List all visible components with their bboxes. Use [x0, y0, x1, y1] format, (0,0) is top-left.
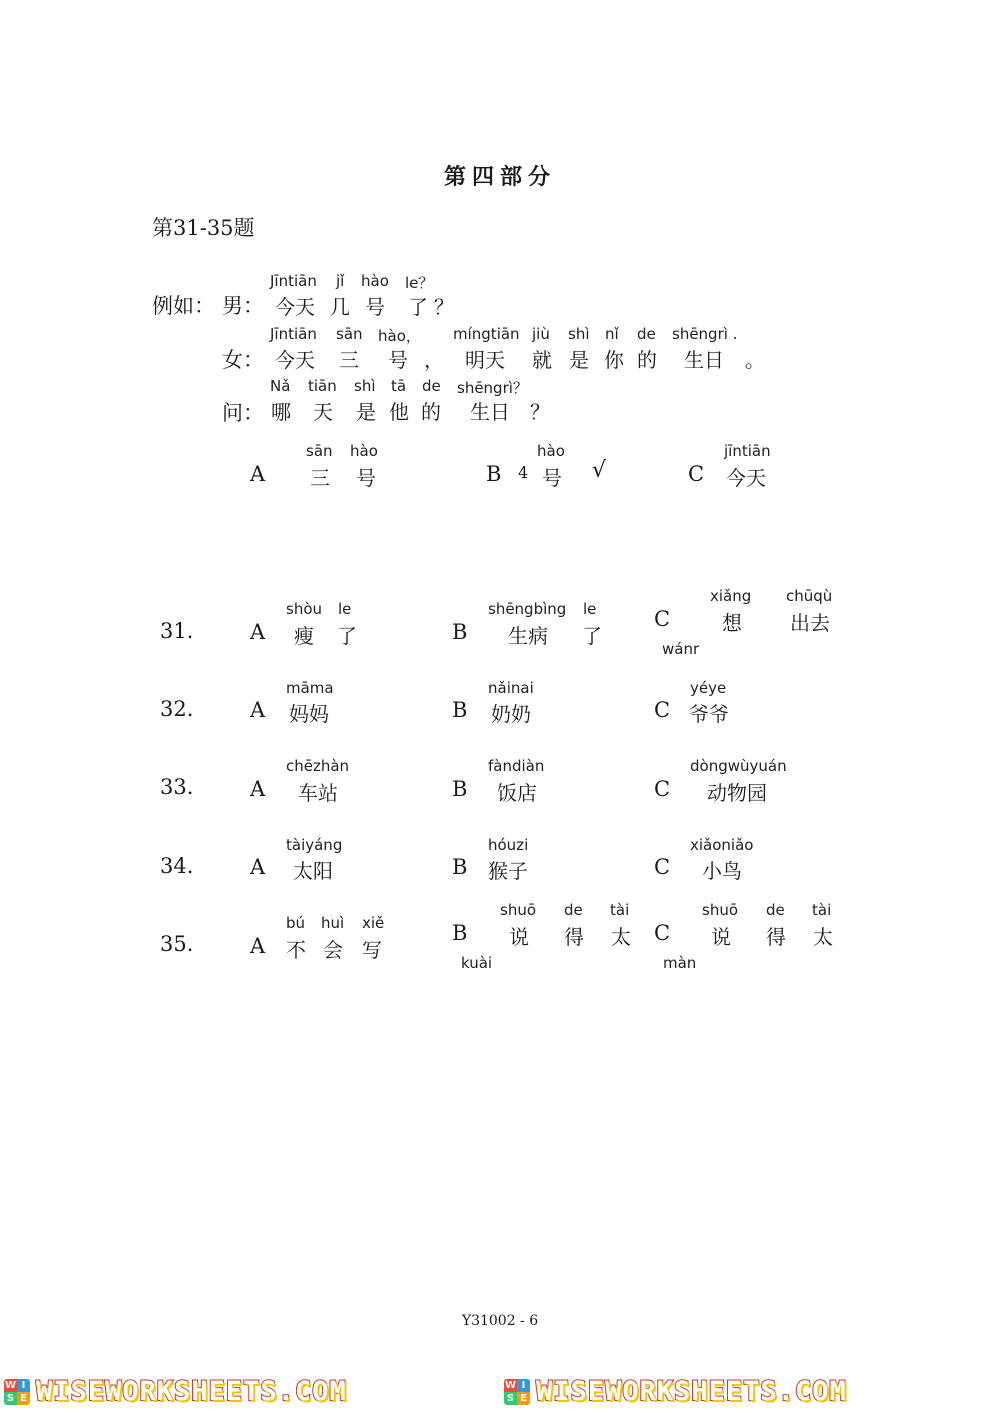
pinyin: tài — [610, 901, 630, 919]
pinyin: xiǎng — [710, 587, 752, 605]
hanzi: 瘦 — [294, 624, 314, 648]
pinyin: màn — [663, 954, 697, 972]
pinyin: hào — [361, 272, 389, 290]
hanzi: ？ — [434, 295, 454, 319]
hanzi: 几 — [330, 295, 350, 319]
logo-letter: W — [4, 1379, 17, 1391]
pinyin: yéye — [690, 679, 727, 697]
hanzi: 会 — [323, 938, 343, 962]
hanzi: 号 — [365, 295, 385, 319]
part-title: 第四部分 — [443, 164, 556, 190]
hanzi: 的 — [637, 348, 657, 372]
hanzi: 号 — [388, 348, 408, 372]
hanzi: 爷爷 — [689, 702, 729, 726]
pinyin: hóuzi — [488, 836, 529, 854]
logo-letter: E — [517, 1392, 530, 1405]
pinyin: sān — [306, 442, 333, 460]
hanzi: 了 — [582, 624, 602, 648]
pinyin: tàiyáng — [286, 836, 343, 854]
pinyin: jǐ — [336, 272, 345, 290]
option-label-c: C — [654, 921, 671, 945]
question-number: 34. — [160, 854, 194, 878]
pinyin: tā — [391, 377, 407, 395]
pinyin: le — [338, 600, 352, 618]
pinyin: Nǎ — [270, 377, 291, 395]
pinyin: sān — [336, 325, 363, 343]
pinyin: xiě — [362, 914, 385, 932]
hanzi: 妈妈 — [289, 702, 329, 726]
hanzi: 4 — [518, 463, 529, 482]
logo-letter: S — [4, 1392, 17, 1405]
hanzi: 动物园 — [707, 781, 767, 805]
pinyin: míngtiān — [453, 325, 520, 343]
hanzi: ？ — [530, 400, 550, 424]
option-label-b: B — [452, 620, 468, 644]
pinyin: shì — [568, 325, 590, 343]
option-label-a: A — [250, 462, 266, 486]
hanzi: 说 — [711, 925, 731, 949]
pinyin: jiù — [532, 325, 550, 343]
logo-letter: E — [17, 1392, 30, 1405]
hanzi: 太 — [813, 925, 833, 949]
pinyin: tiān — [308, 377, 337, 395]
pinyin: huì — [321, 914, 345, 932]
pinyin: tài — [812, 901, 832, 919]
hanzi: 今天 — [726, 466, 766, 490]
hanzi: 小鸟 — [702, 859, 742, 883]
pinyin: shēngbìng — [488, 600, 567, 618]
hanzi: 号 — [542, 466, 562, 490]
question-range: 第31-35题 — [152, 216, 255, 240]
hanzi: 得 — [564, 925, 584, 949]
hanzi: 太 — [611, 925, 631, 949]
hanzi: 不 — [286, 938, 306, 962]
watermark-banner — [0, 1370, 1000, 1413]
pinyin: shì — [354, 377, 376, 395]
hanzi: 三 — [310, 466, 330, 490]
pinyin: māma — [286, 679, 334, 697]
pinyin: chēzhàn — [286, 757, 350, 775]
watermark-segment — [0, 1376, 500, 1407]
question-number: 31. — [160, 619, 194, 643]
hanzi: 了 — [337, 624, 357, 648]
pinyin: Jīntiān — [270, 325, 317, 343]
pinyin: dòngwùyuán — [690, 757, 787, 775]
watermark-logo-icon — [4, 1379, 30, 1405]
pinyin: Jīntiān — [270, 272, 317, 290]
hanzi: 三 — [339, 348, 359, 372]
speaker-question: 问： — [222, 401, 264, 425]
check-mark-icon: √ — [592, 458, 607, 483]
option-label-a: A — [250, 855, 266, 879]
pinyin: de — [766, 901, 785, 919]
hanzi: 了 — [408, 295, 428, 319]
option-label-b: B — [452, 698, 468, 722]
hanzi: 写 — [362, 938, 382, 962]
pinyin: shuō — [500, 901, 537, 919]
option-label-c: C — [688, 462, 705, 486]
pinyin: shuō — [702, 901, 739, 919]
question-number: 35. — [160, 932, 194, 956]
pinyin: hào， — [378, 327, 421, 345]
pinyin: de — [637, 325, 656, 343]
option-label-b: B — [452, 777, 468, 801]
pinyin: fàndiàn — [488, 757, 545, 775]
pinyin: wánr — [662, 640, 700, 658]
hanzi: ， — [424, 348, 444, 372]
hanzi: 猴子 — [488, 859, 528, 883]
hanzi: 是 — [356, 400, 376, 424]
hanzi: 他 — [389, 400, 409, 424]
option-label-c: C — [654, 777, 671, 801]
pinyin: le？ — [405, 274, 434, 292]
page-footer-code: Y31002 - 6 — [461, 1313, 539, 1329]
hanzi: 想 — [722, 611, 742, 635]
watermark-logo-icon — [504, 1379, 530, 1405]
pinyin: de — [422, 377, 441, 395]
hanzi: 奶奶 — [491, 702, 531, 726]
logo-letter: W — [504, 1379, 517, 1391]
hanzi: 生日 — [684, 348, 724, 372]
hanzi: 生病 — [508, 624, 548, 648]
hanzi: 饭店 — [497, 781, 537, 805]
hanzi: 说 — [509, 925, 529, 949]
watermark-segment — [500, 1376, 1000, 1407]
pinyin: xiǎoniǎo — [690, 836, 754, 854]
hanzi: 车站 — [298, 781, 338, 805]
pinyin: jīntiān — [724, 442, 771, 460]
example-label: 例如： — [152, 294, 215, 318]
pinyin: shòu — [286, 600, 323, 618]
pinyin: hào — [537, 442, 565, 460]
speaker-woman: 女： — [222, 348, 264, 372]
hanzi: 号 — [356, 466, 376, 490]
logo-letter: I — [517, 1379, 530, 1392]
option-label-b: B — [452, 855, 468, 879]
pinyin: hào — [350, 442, 378, 460]
pinyin: le — [583, 600, 597, 618]
pinyin: nǐ — [605, 325, 619, 343]
option-label-c: C — [654, 607, 671, 631]
question-number: 32. — [160, 697, 194, 721]
option-label-b: B — [486, 462, 502, 486]
hanzi: 。 — [745, 348, 765, 372]
hanzi: 明天 — [465, 348, 505, 372]
watermark-text: WISEWORKSHEETS.COM — [36, 1376, 347, 1407]
question-number: 33. — [160, 775, 194, 799]
option-label-a: A — [250, 934, 266, 958]
hanzi: 就 — [532, 348, 552, 372]
pinyin: bú — [286, 914, 306, 932]
hanzi: 今天 — [275, 348, 315, 372]
hanzi: 生日 — [470, 400, 510, 424]
option-label-a: A — [250, 698, 266, 722]
hanzi: 的 — [421, 400, 441, 424]
pinyin: shēngrì . — [672, 325, 738, 343]
option-label-c: C — [654, 855, 671, 879]
hanzi: 天 — [313, 400, 333, 424]
hanzi: 你 — [604, 348, 624, 372]
logo-letter: S — [504, 1392, 517, 1405]
pinyin: kuài — [461, 954, 493, 972]
hanzi: 是 — [569, 348, 589, 372]
hanzi: 出去 — [790, 611, 830, 635]
pinyin: nǎinai — [488, 679, 534, 697]
watermark-text: WISEWORKSHEETS.COM — [536, 1376, 847, 1407]
pinyin: shēngrì？ — [457, 379, 528, 397]
hanzi: 太阳 — [293, 859, 333, 883]
logo-letter: I — [17, 1379, 30, 1392]
option-label-b: B — [452, 921, 468, 945]
hanzi: 今天 — [275, 295, 315, 319]
hanzi: 哪 — [271, 400, 291, 424]
option-label-a: A — [250, 777, 266, 801]
pinyin: de — [564, 901, 583, 919]
pinyin: chūqù — [786, 587, 833, 605]
option-label-c: C — [654, 698, 671, 722]
hanzi: 得 — [766, 925, 786, 949]
speaker-man: 男： — [222, 294, 264, 318]
option-label-a: A — [250, 620, 266, 644]
